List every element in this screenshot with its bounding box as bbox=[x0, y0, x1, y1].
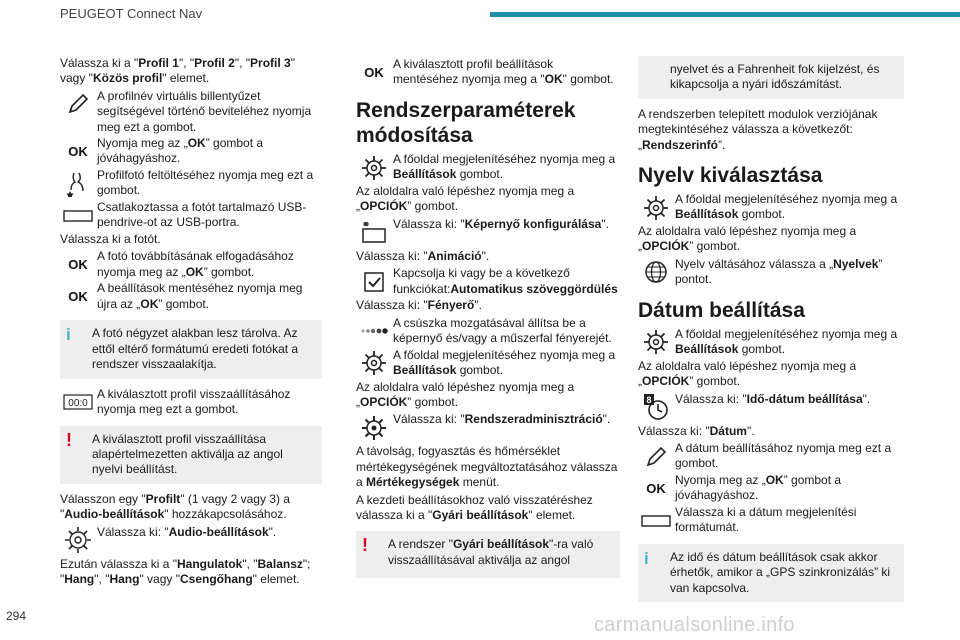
section-heading: Dátum beállítása bbox=[638, 298, 805, 322]
ok-icon: OK bbox=[68, 143, 88, 159]
watermark: carmanualsonline.info bbox=[594, 614, 795, 636]
step-settings bbox=[356, 348, 620, 379]
step-text: Kapcsolja ki vagy be a következő funkciókat:Automatikus szöveggördülés bbox=[393, 266, 618, 296]
step-settings bbox=[638, 327, 904, 358]
paragraph: A távolság, fogyasztás és hőmérséklet mértékegységének megváltoztatásához válassza a Mértékegységek menüt. bbox=[356, 444, 618, 490]
step-text: A profilnév virtuális billentyűzet segítségével történő beviteléhez nyomja meg ezt a gombot. bbox=[97, 88, 312, 134]
note-text: A kiválasztott profil visszaállítása alapértelmezetten aktiválja az angol nyelvi beállítást. bbox=[92, 431, 283, 477]
warning-icon: ! bbox=[362, 535, 368, 556]
paragraph: Az aloldalra való lépéshez nyomja meg a „OPCIÓK” gombot. bbox=[638, 358, 857, 389]
step-text: A kiválasztott profil beállítások mentéséhez nyomja meg a "OK" gombot. bbox=[393, 57, 614, 87]
step-system-admin bbox=[356, 412, 620, 443]
warning-note bbox=[60, 426, 322, 484]
step-text: Válassza ki: "Audio-beállítások". bbox=[97, 524, 277, 539]
reset-icon-label: 00:0 bbox=[68, 398, 88, 410]
step-edit-name bbox=[60, 89, 322, 135]
calendar-icon-number: 8 bbox=[646, 395, 652, 406]
gear-icon bbox=[356, 152, 392, 183]
paragraph: Válassza ki: "Dátum". bbox=[638, 423, 755, 438]
step-text: A főoldal megjelenítéséhez nyomja meg a Beállítások gombot. bbox=[675, 326, 898, 357]
note-text: nyelvet és a Fahrenheit fok kijelzést, és kikapcsolja a nyári időszámítást. bbox=[670, 62, 880, 92]
step-settings bbox=[356, 152, 620, 183]
warning-note-continued bbox=[638, 56, 904, 99]
gear-icon bbox=[356, 348, 392, 379]
format-bar-icon bbox=[638, 505, 674, 536]
column-2 bbox=[356, 56, 620, 586]
step-edit-date bbox=[638, 441, 904, 472]
step-brightness bbox=[356, 316, 620, 347]
screen-brightness-icon bbox=[356, 217, 392, 248]
info-note bbox=[60, 320, 322, 378]
header-title: PEUGEOT Connect Nav bbox=[60, 6, 203, 21]
step-text: Profilfotó feltöltéséhez nyomja meg ezt a gombot. bbox=[97, 168, 314, 198]
paragraph: Az aloldalra való lépéshez nyomja meg a „OPCIÓK” gombot. bbox=[638, 224, 857, 254]
step-ok bbox=[638, 473, 904, 504]
paragraph: Az aloldalra való lépéshez nyomja meg a „OPCIÓK” gombot. bbox=[356, 379, 575, 410]
step-text: A fotó továbbításának elfogadásához nyomja meg az „OK” gombot. bbox=[97, 249, 294, 279]
step-text: A csúszka mozgatásával állítsa be a képernyő és/vagy a műszerfal fényerejét. bbox=[393, 315, 612, 346]
step-ok bbox=[60, 136, 322, 167]
step-settings bbox=[638, 192, 904, 223]
step-ok bbox=[60, 249, 322, 280]
section-heading: Rendszerparaméterek módosítása bbox=[356, 99, 576, 147]
header-accent-bar bbox=[490, 12, 960, 17]
column-1 bbox=[60, 56, 322, 590]
step-text: Csatlakoztassa a fotót tartalmazó USB-pendrive-ot az USB-portra. bbox=[97, 200, 307, 230]
note-text: Az idő és dátum beállítások csak akkor érhetők, amikor a „GPS szinkronizálás” ki van kapcsolva. bbox=[670, 550, 891, 595]
ok-icon: OK bbox=[364, 64, 384, 80]
clock-calendar-icon bbox=[638, 392, 674, 423]
warning-icon: ! bbox=[66, 429, 72, 450]
step-time-date bbox=[638, 392, 904, 423]
brightness-slider-icon bbox=[356, 316, 392, 347]
step-text: A dátum beállításához nyomja meg ezt a gombot. bbox=[675, 441, 892, 471]
reset-icon bbox=[60, 387, 96, 418]
paragraph: Válasszon egy "Profilt" (1 vagy 2 vagy 3) a "Audio-beállítások" hozzákapcsolásához. bbox=[60, 491, 290, 522]
paragraph: Az aloldalra való lépéshez nyomja meg a „OPCIÓK” gombot. bbox=[356, 184, 575, 214]
step-languages bbox=[638, 257, 904, 288]
language-globe-icon bbox=[638, 257, 674, 288]
step-text: A főoldal megjelenítéséhez nyomja meg a Beállítások gombot. bbox=[675, 192, 898, 222]
audio-settings-icon bbox=[60, 525, 96, 556]
step-ok bbox=[60, 281, 322, 312]
gear-icon bbox=[638, 327, 674, 358]
pencil-icon bbox=[638, 441, 674, 472]
step-text: Nyelv váltásához válassza a „Nyelvek” pontot. bbox=[675, 256, 883, 287]
step-text: Válassza ki: "Rendszeradminisztráció". bbox=[393, 412, 611, 427]
paragraph: Válassza ki: "Fényerő". bbox=[356, 298, 482, 313]
section-heading: Nyelv kiválasztása bbox=[638, 164, 823, 188]
paragraph: Válassza ki: "Animáció". bbox=[356, 248, 490, 263]
step-text: Nyomja meg az „OK” gombot a jóváhagyáshoz. bbox=[675, 473, 842, 503]
ok-icon: OK bbox=[68, 289, 88, 305]
profile-photo-icon bbox=[60, 168, 96, 199]
paragraph: Ezután válassza ki a "Hangulatok", "Balansz"; "Hang", "Hang" vagy "Csengőhang" elemet. bbox=[60, 556, 311, 587]
step-text: Válassza ki: "Idő-dátum beállítása". bbox=[675, 391, 871, 406]
step-upload-photo bbox=[60, 168, 322, 199]
info-icon: i bbox=[66, 325, 71, 345]
paragraph: Válassza ki a fotót. bbox=[60, 232, 161, 247]
step-usb bbox=[60, 200, 322, 231]
system-gear-icon bbox=[356, 412, 392, 443]
gear-icon bbox=[638, 192, 674, 223]
info-note bbox=[638, 544, 904, 602]
paragraph: Válassza ki a "Profil 1", "Profil 2", "Profil 3" vagy "Közös profil" elemet. bbox=[60, 56, 295, 86]
column-3 bbox=[638, 56, 904, 610]
info-icon: i bbox=[644, 549, 649, 569]
step-text: A főoldal megjelenítéséhez nyomja meg a Beállítások gombot. bbox=[393, 152, 616, 182]
checkbox-icon bbox=[356, 266, 392, 297]
step-screen bbox=[356, 217, 620, 248]
note-text: A rendszer "Gyári beállítások"-ra való visszaállításával aktiválja az angol bbox=[388, 537, 594, 567]
paragraph: A kezdeti beállításokhoz való visszatéréshez válassza ki a "Gyári beállítások" elemet. bbox=[356, 492, 593, 523]
step-text: A főoldal megjelenítéséhez nyomja meg a Beállítások gombot. bbox=[393, 347, 616, 378]
step-reset bbox=[60, 387, 322, 418]
step-text: Válassza ki: "Képernyő konfigurálása". bbox=[393, 216, 609, 231]
step-animation bbox=[356, 266, 620, 297]
step-text: Válassza ki a dátum megjelenítési formátumát. bbox=[675, 505, 857, 535]
step-ok bbox=[356, 57, 620, 88]
paragraph: A rendszerben telepített modulok verziójának megtekintéséhez válassza a következőt: „Rendszerinfó”. bbox=[638, 106, 878, 152]
ok-icon: OK bbox=[646, 480, 666, 496]
step-text: A kiválasztott profil visszaállításához nyomja meg ezt a gombot. bbox=[97, 386, 291, 417]
ok-icon: OK bbox=[68, 257, 88, 273]
page-number: 294 bbox=[6, 609, 27, 623]
warning-note bbox=[356, 531, 620, 578]
step-text: A beállítások mentéséhez nyomja meg újra az „OK” gombot. bbox=[97, 281, 303, 311]
usb-icon bbox=[60, 200, 96, 231]
pencil-icon bbox=[60, 89, 96, 120]
step-date-format bbox=[638, 505, 904, 536]
step-audio bbox=[60, 525, 322, 556]
note-text: A fotó négyzet alakban lesz tárolva. Az ettől eltérő formátumú eredeti fotókat a rendszer visszaalakítja. bbox=[92, 326, 299, 372]
step-text: Nyomja meg az „OK” gombot a jóváhagyáshoz. bbox=[97, 136, 264, 166]
